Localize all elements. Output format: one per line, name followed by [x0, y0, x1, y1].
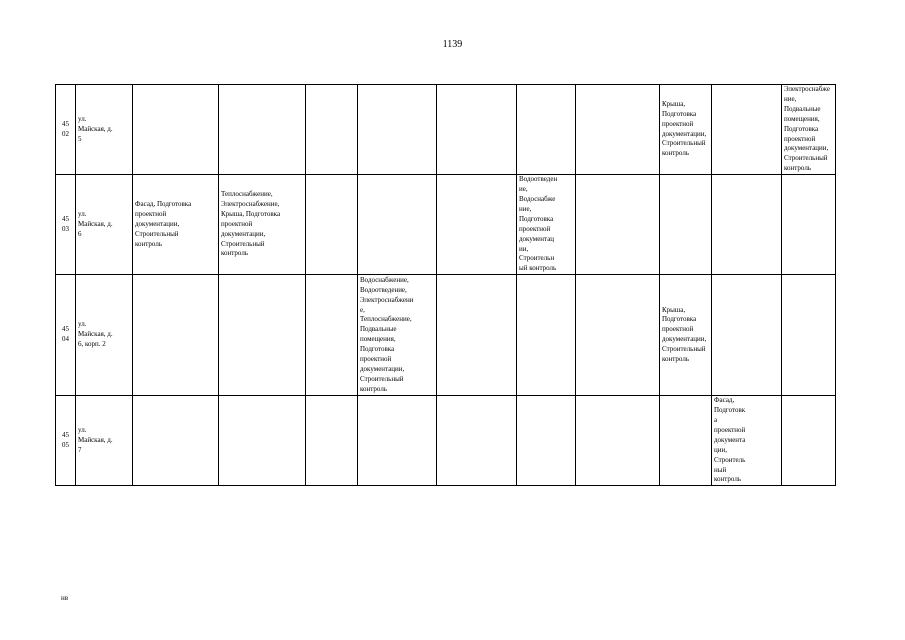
work-cell	[358, 175, 437, 275]
work-cell	[576, 396, 660, 486]
work-cell	[782, 275, 836, 396]
table-row	[56, 175, 836, 275]
work-cell	[517, 396, 576, 486]
work-cell	[782, 175, 836, 275]
work-cell: Крыша, Подготовка проектной документации, Строительный контроль	[660, 275, 712, 396]
work-cell	[576, 85, 660, 175]
work-cell	[219, 85, 306, 175]
work-cell	[576, 275, 660, 396]
work-cell: Фасад, Подготовка проектной документации, Строительный контроль	[133, 175, 219, 275]
work-cell: Водоснабжение, Водоотведение, Электроснабжени е, Теплоснабжение, Подвальные помещения, Подготовка проектной документации, Строительный контроль	[358, 275, 437, 396]
page-number: 1139	[442, 39, 463, 50]
work-cell: Крыша, Подготовка проектной документации, Строительный контроль	[660, 85, 712, 175]
work-cell	[782, 396, 836, 486]
row-number-cell: 45 05	[56, 396, 76, 486]
row-number-cell: 45 03	[56, 175, 76, 275]
work-cell	[660, 175, 712, 275]
work-cell	[576, 175, 660, 275]
work-cell	[517, 275, 576, 396]
table-row	[56, 85, 836, 175]
work-cell	[306, 396, 358, 486]
table-row	[56, 275, 836, 396]
work-cell	[306, 175, 358, 275]
work-cell: Водоотведен ие, Водоснабже ние, Подготовка проектной документац ии, Строительн ый контроль	[517, 175, 576, 275]
work-cell	[133, 275, 219, 396]
work-cell: Электроснабже ние, Подвальные помещения, Подготовка проектной документации, Строительный контроль	[782, 85, 836, 175]
work-cell	[437, 275, 517, 396]
address-cell: ул. Майская, д. 7	[76, 396, 133, 486]
work-cell	[437, 396, 517, 486]
work-cell: Фасад, Подготовк а проектной документа ции, Строитель ный контроль	[712, 396, 782, 486]
work-cell: Теплоснабжение, Электроснабжение, Крыша, Подготовка проектной документации, Строительный контроль	[219, 175, 306, 275]
work-cell	[358, 396, 437, 486]
footer-mark: нв	[61, 594, 69, 602]
row-number-cell: 45 04	[56, 275, 76, 396]
work-cell	[306, 85, 358, 175]
work-cell	[712, 275, 782, 396]
work-cell	[712, 85, 782, 175]
work-cell	[306, 275, 358, 396]
work-cell	[358, 85, 437, 175]
work-cell	[219, 275, 306, 396]
work-cell	[219, 396, 306, 486]
address-cell: ул. Майская, д. 6, корп. 2	[76, 275, 133, 396]
work-cell	[660, 396, 712, 486]
work-cell	[133, 85, 219, 175]
work-cell	[437, 175, 517, 275]
work-schedule-table	[55, 84, 836, 486]
work-cell	[133, 396, 219, 486]
address-cell: ул. Майская, д. 5	[76, 85, 133, 175]
table-row	[56, 396, 836, 486]
row-number-cell: 45 02	[56, 85, 76, 175]
work-cell	[712, 175, 782, 275]
address-cell: ул. Майская, д. 6	[76, 175, 133, 275]
work-cell	[517, 85, 576, 175]
work-cell	[437, 85, 517, 175]
